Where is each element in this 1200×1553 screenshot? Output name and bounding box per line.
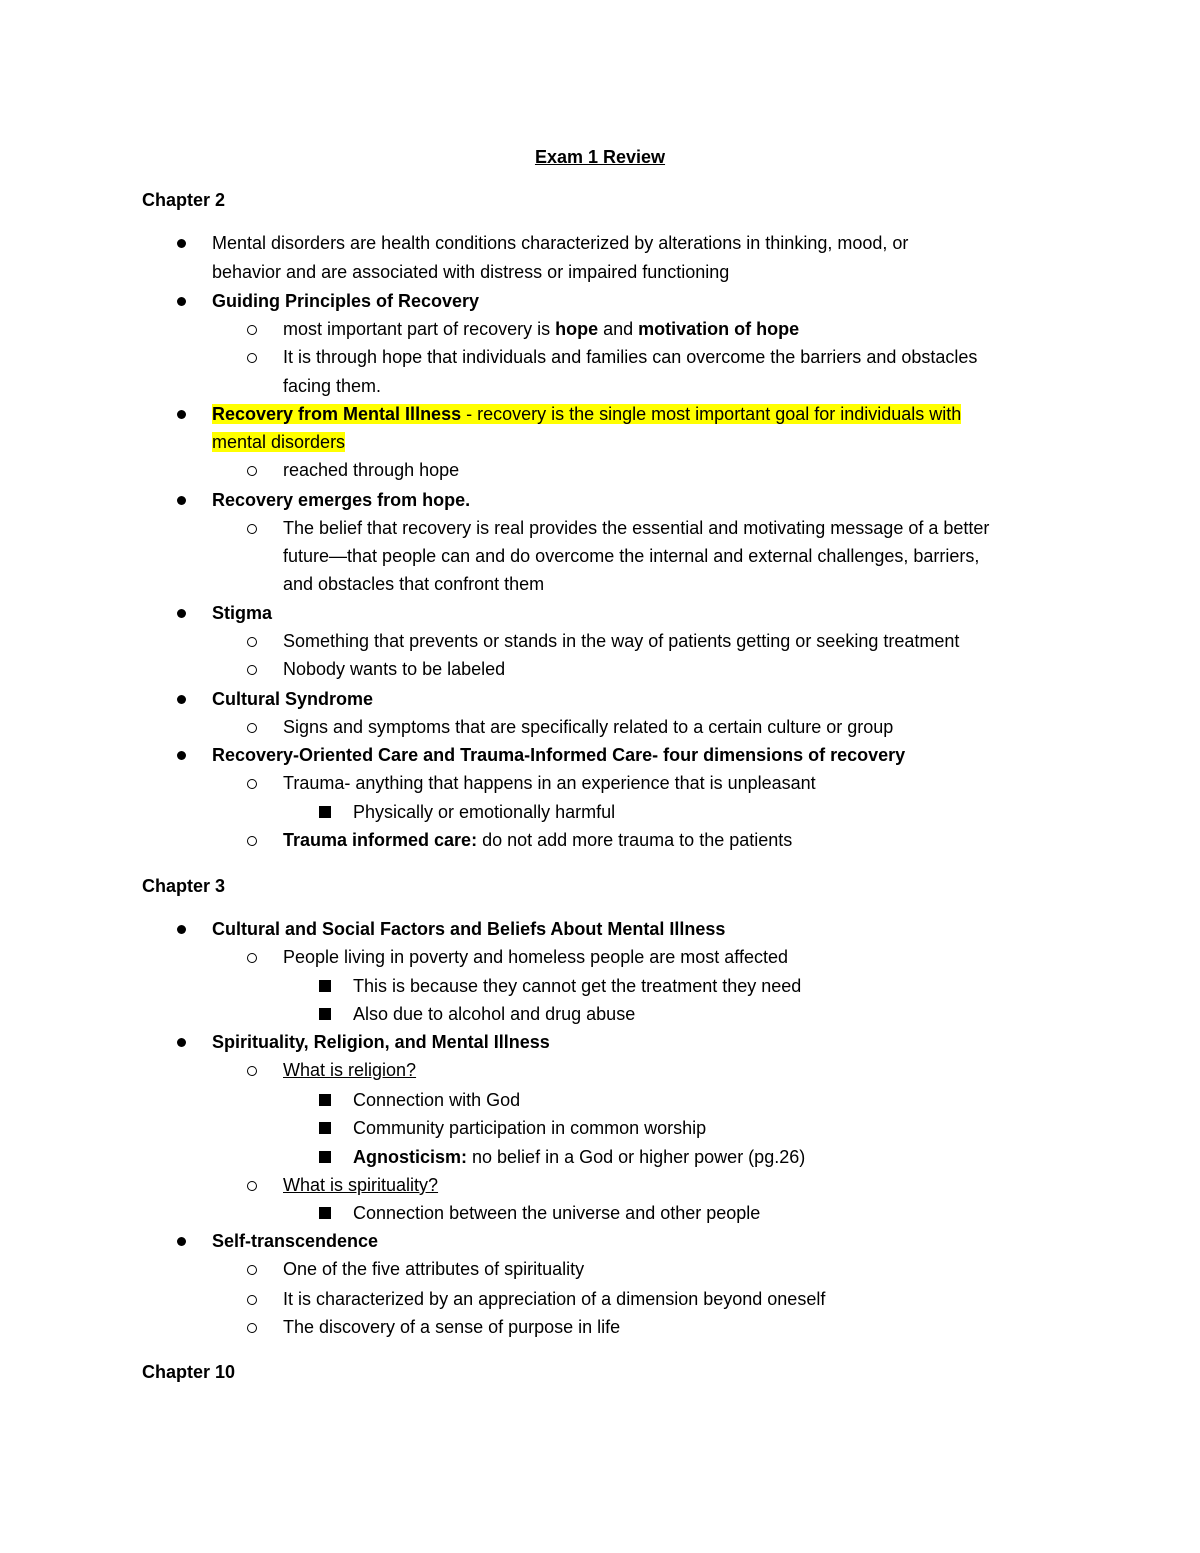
- list-item-continuation: future—that people can and do overcome the internal and external challenges, barriers,: [283, 546, 980, 566]
- list-item: most important part of recovery is hope and motivation of hope: [283, 319, 800, 339]
- list-item: Agnosticism: no belief in a God or higher power (pg.26): [353, 1147, 806, 1167]
- list-item: It is characterized by an appreciation of a dimension beyond oneself: [283, 1289, 826, 1309]
- list-item-continuation: and obstacles that confront them: [283, 574, 545, 594]
- list-item: What is religion?: [283, 1060, 417, 1080]
- list-item: Stigma: [212, 603, 273, 623]
- bullet-icon: [177, 239, 186, 248]
- list-item: It is through hope that individuals and families can overcome the barriers and obstacles: [283, 347, 978, 367]
- square-bullet-icon: [319, 1151, 331, 1163]
- bullet-icon: [177, 1038, 186, 1047]
- list-item: Something that prevents or stands in the way of patients getting or seeking treatment: [283, 631, 960, 651]
- circle-bullet-icon: [247, 1265, 257, 1275]
- list-item: Recovery emerges from hope.: [212, 490, 471, 510]
- list-item: Also due to alcohol and drug abuse: [353, 1004, 636, 1024]
- circle-bullet-icon: [247, 836, 257, 846]
- list-item: Community participation in common worship: [353, 1118, 707, 1138]
- circle-bullet-icon: [247, 637, 257, 647]
- bullet-icon: [177, 297, 186, 306]
- chapter-10-heading: Chapter 10: [142, 1362, 236, 1382]
- list-item: Mental disorders are health conditions characterized by alterations in thinking, mood, or: [212, 233, 909, 253]
- chapter-2-heading: Chapter 2: [142, 190, 226, 210]
- list-item: Signs and symptoms that are specifically related to a certain culture or group: [283, 717, 894, 737]
- list-item: Recovery from Mental Illness - recovery is the single most important goal for individuals with: [212, 404, 962, 424]
- square-bullet-icon: [319, 1094, 331, 1106]
- square-bullet-icon: [319, 1207, 331, 1219]
- square-bullet-icon: [319, 1122, 331, 1134]
- bullet-icon: [177, 609, 186, 618]
- list-item: Cultural and Social Factors and Beliefs About Mental Illness: [212, 919, 726, 939]
- list-item-continuation: behavior and are associated with distress or impaired functioning: [212, 262, 730, 282]
- list-item: This is because they cannot get the treatment they need: [353, 976, 802, 996]
- bullet-icon: [177, 695, 186, 704]
- list-item: The belief that recovery is real provides the essential and motivating message of a better: [283, 518, 990, 538]
- bullet-icon: [177, 1237, 186, 1246]
- circle-bullet-icon: [247, 325, 257, 335]
- list-item: Self-transcendence: [212, 1231, 379, 1251]
- page-title: Exam 1 Review: [534, 147, 666, 167]
- list-item: Spirituality, Religion, and Mental Illness: [212, 1032, 550, 1052]
- bullet-icon: [177, 925, 186, 934]
- list-item: Trauma- anything that happens in an experience that is unpleasant: [283, 773, 816, 793]
- circle-bullet-icon: [247, 953, 257, 963]
- square-bullet-icon: [319, 980, 331, 992]
- chapter-3-heading: Chapter 3: [142, 876, 226, 896]
- list-item: Connection between the universe and other people: [353, 1203, 761, 1223]
- list-item: The discovery of a sense of purpose in life: [283, 1317, 621, 1337]
- bullet-icon: [177, 410, 186, 419]
- list-item: Physically or emotionally harmful: [353, 802, 616, 822]
- circle-bullet-icon: [247, 665, 257, 675]
- list-item: Trauma informed care: do not add more trauma to the patients: [283, 830, 793, 850]
- bullet-icon: [177, 496, 186, 505]
- circle-bullet-icon: [247, 353, 257, 363]
- list-item-continuation: facing them.: [283, 376, 382, 396]
- circle-bullet-icon: [247, 723, 257, 733]
- list-item: reached through hope: [283, 460, 460, 480]
- circle-bullet-icon: [247, 779, 257, 789]
- list-item: Guiding Principles of Recovery: [212, 291, 480, 311]
- list-item: One of the five attributes of spirituality: [283, 1259, 585, 1279]
- circle-bullet-icon: [247, 1323, 257, 1333]
- list-item: Nobody wants to be labeled: [283, 659, 506, 679]
- circle-bullet-icon: [247, 466, 257, 476]
- circle-bullet-icon: [247, 1181, 257, 1191]
- bullet-icon: [177, 751, 186, 760]
- list-item: Cultural Syndrome: [212, 689, 374, 709]
- circle-bullet-icon: [247, 1295, 257, 1305]
- list-item: What is spirituality?: [283, 1175, 439, 1195]
- list-item: People living in poverty and homeless people are most affected: [283, 947, 788, 967]
- list-item: Connection with God: [353, 1090, 521, 1110]
- list-item-continuation: mental disorders: [212, 432, 346, 452]
- circle-bullet-icon: [247, 1066, 257, 1076]
- square-bullet-icon: [319, 806, 331, 818]
- list-item: Recovery-Oriented Care and Trauma-Informed Care- four dimensions of recovery: [212, 745, 906, 765]
- circle-bullet-icon: [247, 524, 257, 534]
- square-bullet-icon: [319, 1008, 331, 1020]
